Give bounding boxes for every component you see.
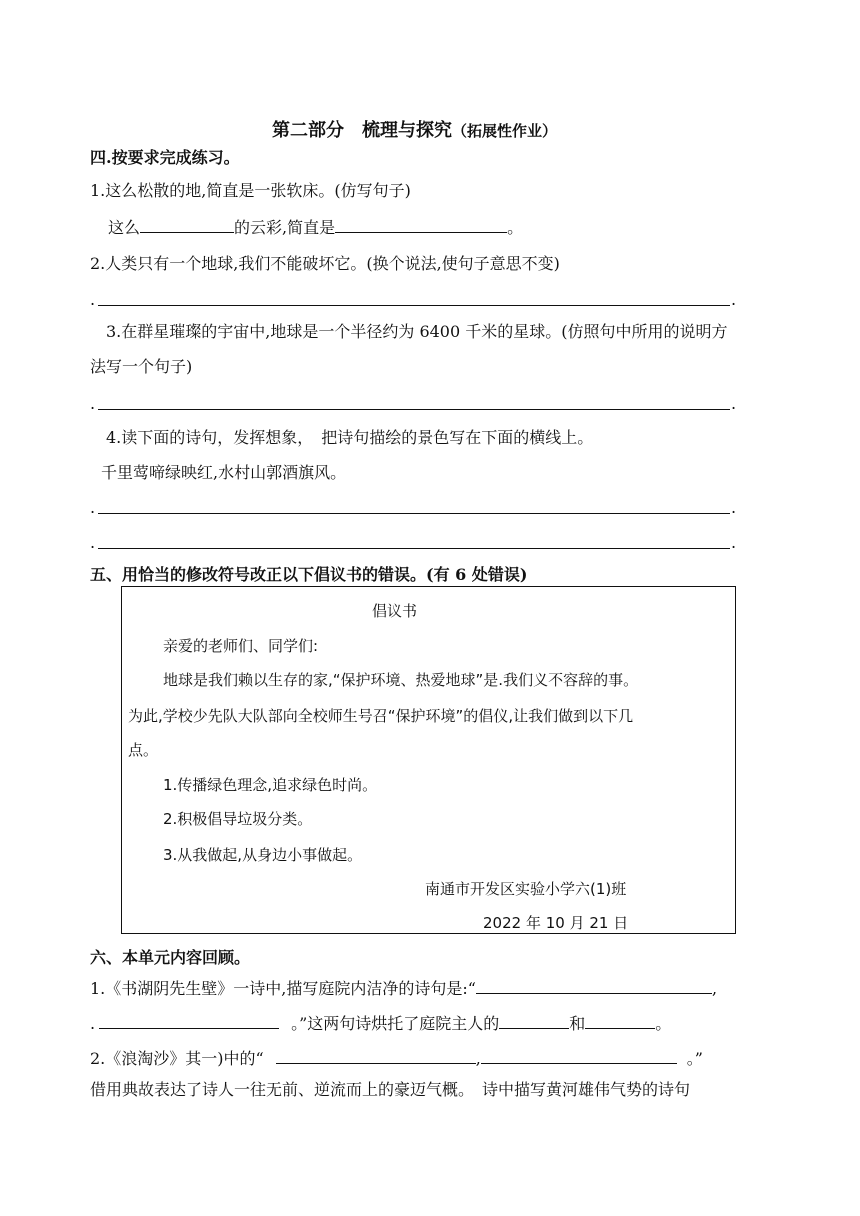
s6-q1-line-1 <box>90 979 717 999</box>
answer-line-q3[interactable] <box>98 409 730 410</box>
section4-heading: 四.按要求完成练习。 <box>90 148 240 167</box>
line-dot: . <box>90 290 96 309</box>
section6-heading: 六、本单元内容回顾。 <box>90 948 251 967</box>
s6-q1-and: 和 <box>569 1014 586 1033</box>
line-dot: . <box>90 394 96 413</box>
letter-date: 2022 年 10 月 21 日 <box>483 914 629 932</box>
letter-item-1: 1.传播绿色理念,追求绿色时尚。 <box>163 776 378 794</box>
title-main: 第二部分 梳理与探究 <box>272 120 452 141</box>
s6-q2-blank-2[interactable] <box>481 1049 677 1064</box>
s6-q2-line-1 <box>90 1049 703 1069</box>
letter-item-3: 3.从我做起,从身边小事做起。 <box>163 846 363 864</box>
letter-signature: 南通市开发区实验小学六(1)班 <box>425 880 627 898</box>
q4-prompt: 4.读下面的诗句，发挥想象， 把诗句描绘的景色写在下面的横线上。 <box>106 428 594 447</box>
letter-greeting: 亲爱的老师们、同学们: <box>163 637 319 655</box>
q3-prompt-2: 法写一个句子) <box>90 357 193 376</box>
q2-prompt: 2.人类只有一个地球,我们不能破坏它。(换个说法,使句子意思不变) <box>90 254 560 273</box>
letter-body-line-2: 为此,学校少先队大队部向全校师生号召“保护环境”的倡仪,让我们做到以下几 <box>128 707 634 725</box>
answer-line-q4-2[interactable] <box>98 548 730 549</box>
letter-item-2: 2.积极倡导垃圾分类。 <box>163 810 313 828</box>
s6-q1-dot: . <box>90 1014 96 1033</box>
answer-line-q2[interactable] <box>98 305 730 306</box>
answer-line-q4-1[interactable] <box>98 513 730 514</box>
s6-q2-prompt: 2.《浪淘沙》其一)中的“ <box>90 1049 264 1068</box>
letter-body-line-3: 点。 <box>128 741 159 759</box>
q1-fill-end: 。 <box>507 218 524 237</box>
line-end: . <box>731 290 737 309</box>
q1-blank-1[interactable] <box>140 218 234 233</box>
s6-q1-blank-2[interactable] <box>99 1014 279 1029</box>
q1-fill-sentence <box>108 218 523 238</box>
s6-q2-blank-1[interactable] <box>276 1049 476 1064</box>
s6-q1-blank-4[interactable] <box>585 1014 655 1029</box>
q3-prompt-1: 3.在群星璀璨的宇宙中,地球是一个半径约为 6400 千米的星球。(仿照句中所用的说明方 <box>106 322 728 341</box>
line-end: . <box>731 498 737 517</box>
s6-q1-end: 。 <box>655 1014 672 1033</box>
s6-q2-line-2: 借用典故表达了诗人一往无前、逆流而上的豪迈气概。 诗中描写黄河雄伟气势的诗句 <box>90 1080 691 1099</box>
s6-q2-comma: , <box>475 1049 481 1068</box>
q4-poem: 千里莺啼绿映红,水村山郭酒旗风。 <box>101 463 347 482</box>
page-title <box>272 116 557 142</box>
s6-q1-comma: , <box>711 979 718 998</box>
line-end: . <box>731 533 737 552</box>
q1-prompt: 1.这么松散的地,简直是一张软床。(仿写句子) <box>90 181 411 200</box>
section5-heading: 五、用恰当的修改符号改正以下倡议书的错误。(有 6 处错误) <box>90 565 528 584</box>
line-dot: . <box>90 498 96 517</box>
q1-fill-a: 这么 <box>108 218 141 237</box>
title-sub: （拓展性作业） <box>452 122 558 140</box>
line-end: . <box>731 394 737 413</box>
s6-q1-mid: 。”这两句诗烘托了庭院主人的 <box>291 1014 500 1033</box>
q1-fill-b: 的云彩,简直是 <box>234 218 336 237</box>
letter-body-line-1: 地球是我们赖以生存的家,“保护环境、热爱地球”是.我们义不容辞的事。 <box>163 671 639 689</box>
letter-title: 倡议书 <box>372 602 418 620</box>
q1-blank-2[interactable] <box>335 218 507 233</box>
s6-q1-blank-1[interactable] <box>476 979 712 994</box>
s6-q1-prompt: 1.《书湖阴先生壁》一诗中,描写庭院内洁净的诗句是:“ <box>90 979 476 998</box>
s6-q2-end: 。” <box>686 1049 703 1068</box>
line-dot: . <box>90 533 96 552</box>
s6-q1-blank-3[interactable] <box>499 1014 569 1029</box>
s6-q1-line-2 <box>90 1014 671 1034</box>
